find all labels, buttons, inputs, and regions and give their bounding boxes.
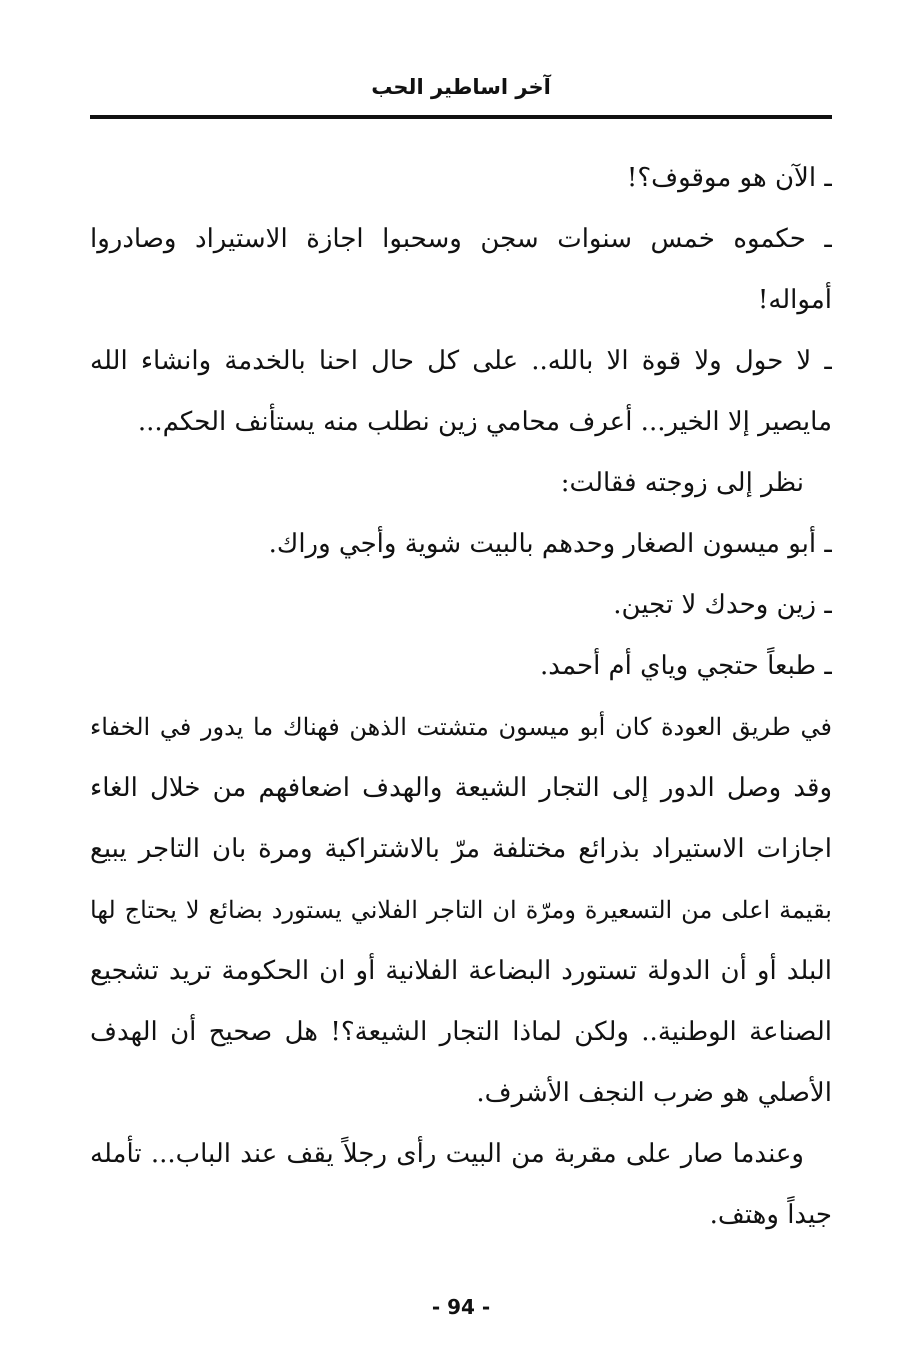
text-line: ـ زين وحدك لا تجين. — [613, 590, 832, 620]
body-text — [90, 148, 832, 1246]
header-rule — [90, 115, 832, 119]
text-line: في طريق العودة كان أبو ميسون متشتت الذهن فهناك ما يدور في الخفاء — [90, 713, 832, 741]
text-line: ـ الآن هو موقوف؟! — [626, 163, 832, 193]
text-line: جيداً وهتف. — [709, 1200, 832, 1230]
text-line: مايصير إلا الخير... أعرف محامي زين نطلب منه يستأنف الحكم... — [137, 407, 832, 437]
text-line: نظر إلى زوجته فقالت: — [560, 468, 804, 498]
text-line: ـ لا حول ولا قوة الا بالله.. على كل حال احنا بالخدمة وانشاء الله — [90, 346, 832, 376]
text-line: ـ حكموه خمس سنوات سجن وسحبوا اجازة الاستيراد وصادروا — [90, 224, 832, 254]
text-line: اجازات الاستيراد بذرائع مختلفة مرّ بالاشتراكية ومرة بان التاجر يبيع — [90, 834, 832, 864]
text-line: ـ طبعاً حتجي وياي أم أحمد. — [540, 651, 832, 681]
text-line: أمواله! — [757, 285, 832, 315]
text-line: البلد أو أن الدولة تستورد البضاعة الفلانية أو ان الحكومة تريد تشجيع — [90, 956, 832, 986]
running-header-title: آخر اساطير الحب — [371, 75, 551, 99]
text-line: وقد وصل الدور إلى التجار الشيعة والهدف اضعافهم من خلال الغاء — [90, 773, 832, 803]
text-line: بقيمة اعلى من التسعيرة ومرّة ان التاجر الفلاني يستورد بضائع لا يحتاج لها — [90, 896, 832, 924]
text-line: الأصلي هو ضرب النجف الأشرف. — [476, 1078, 832, 1108]
text-line: وعندما صار على مقربة من البيت رأى رجلاً يقف عند الباب... تأمله — [90, 1139, 804, 1169]
text-line: ـ أبو ميسون الصغار وحدهم بالبيت شوية وأجي وراك. — [268, 529, 832, 559]
page-number: - 94 - — [431, 1295, 491, 1319]
text-line: الصناعة الوطنية.. ولكن لماذا التجار الشيعة؟! هل صحيح أن الهدف — [90, 1017, 832, 1047]
